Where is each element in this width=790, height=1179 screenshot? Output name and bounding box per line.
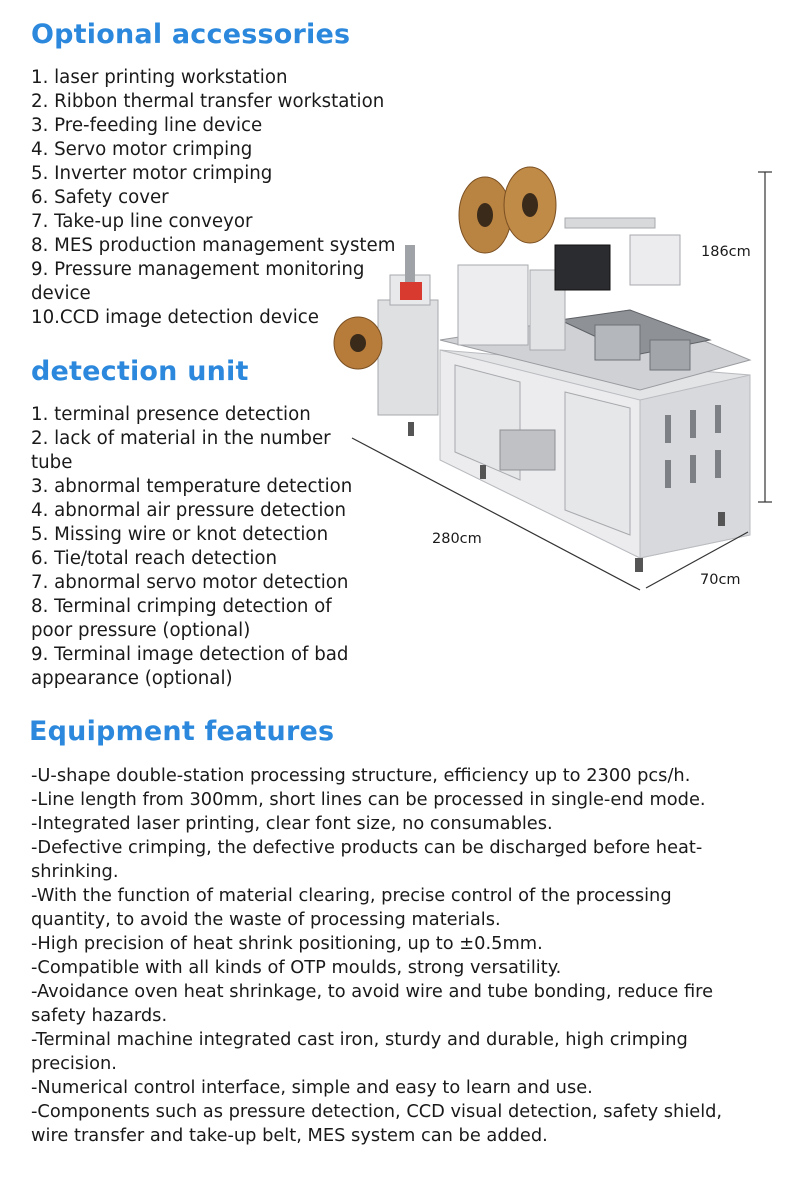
length-label: 280cm	[432, 531, 482, 547]
list-item: -Terminal machine integrated cast iron, sturdy and durable, high crimping precision.	[31, 1029, 694, 1074]
list-item: 6. Tie/total reach detection	[31, 548, 278, 569]
accessories-heading: Optional accessories	[31, 19, 351, 50]
list-item: -High precision of heat shrink positioning, up to ±0.5mm.	[31, 933, 543, 954]
list-item: 1. laser printing workstation	[31, 67, 288, 88]
features-heading: Equipment features	[29, 716, 335, 747]
list-item: 5. Missing wire or knot detection	[31, 524, 329, 545]
list-item: 6. Safety cover	[31, 187, 169, 208]
width-label: 70cm	[700, 572, 741, 588]
detection-list	[31, 403, 371, 691]
list-item: 4. Servo motor crimping	[31, 139, 253, 160]
list-item: -Defective crimping, the defective products can be discharged before heat-shrinking.	[31, 837, 703, 882]
height-label: 186cm	[701, 244, 751, 260]
list-item: -Integrated laser printing, clear font size, no consumables.	[31, 813, 553, 834]
list-item: -U-shape double-station processing structure, efficiency up to 2300 pcs/h.	[31, 765, 691, 786]
list-item: 7. abnormal servo motor detection	[31, 572, 349, 593]
list-item: 1. terminal presence detection	[31, 404, 311, 425]
list-item: 4. abnormal air pressure detection	[31, 500, 347, 521]
list-item: 9. Pressure management monitoring device	[31, 259, 371, 304]
machine-illustration	[330, 160, 790, 600]
list-item: 10.CCD image detection device	[31, 307, 319, 328]
list-item: 3. abnormal temperature detection	[31, 476, 353, 497]
list-item: -Numerical control interface, simple and easy to learn and use.	[31, 1077, 593, 1098]
list-item: 2. Ribbon thermal transfer workstation	[31, 91, 385, 112]
list-item: 9. Terminal image detection of bad appearance (optional)	[31, 644, 355, 689]
list-item: 2. lack of material in the number tube	[31, 428, 337, 473]
list-item: 3. Pre-feeding line device	[31, 115, 263, 136]
features-list	[31, 764, 771, 1148]
list-item: 8. Terminal crimping detection of poor pressure (optional)	[31, 596, 338, 641]
list-item: 5. Inverter motor crimping	[31, 163, 273, 184]
list-item: -With the function of material clearing, precise control of the processing quantity, to avoid the waste of processing materials.	[31, 885, 678, 930]
list-item: -Components such as pressure detection, CCD visual detection, safety shield, wire transfer and take-up belt, MES system can be added.	[31, 1101, 728, 1146]
list-item: 8. MES production management system	[31, 235, 396, 256]
list-item: -Avoidance oven heat shrinkage, to avoid wire and tube bonding, reduce fire safety hazards.	[31, 981, 719, 1026]
list-item: 7. Take-up line conveyor	[31, 211, 253, 232]
list-item: -Line length from 300mm, short lines can be processed in single-end mode.	[31, 789, 706, 810]
list-item: -Compatible with all kinds of OTP moulds, strong versatility.	[31, 957, 562, 978]
detection-heading: detection unit	[31, 356, 249, 387]
